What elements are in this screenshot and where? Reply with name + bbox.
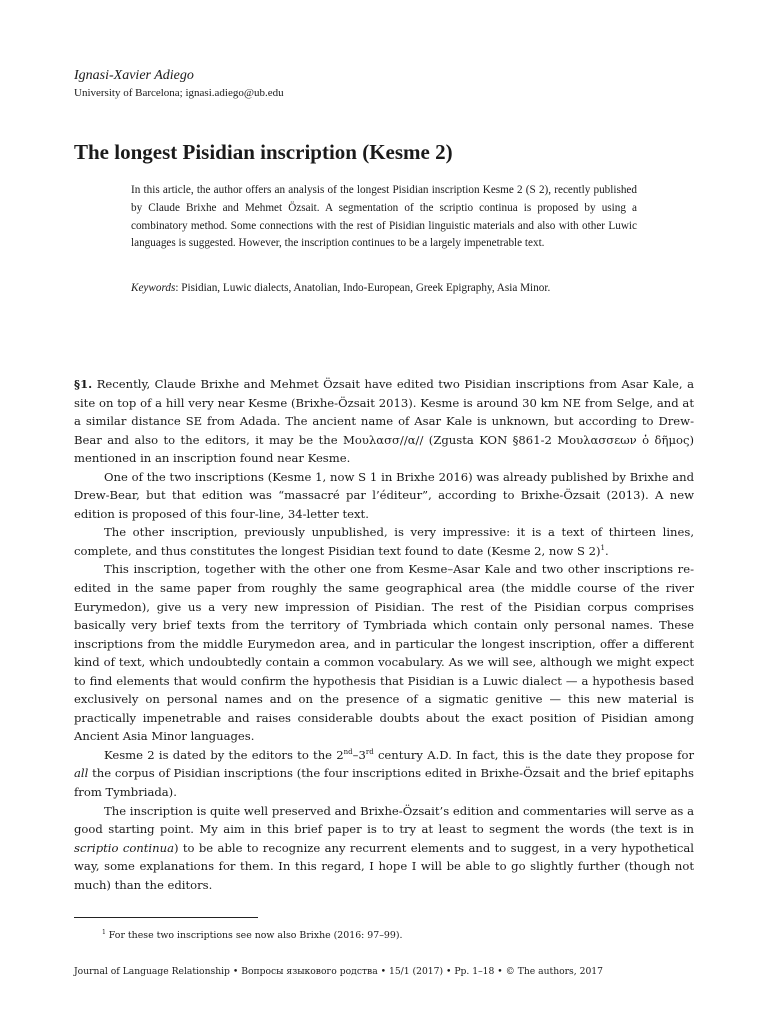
section-number: §1. bbox=[74, 377, 93, 391]
paragraph-6-text-a: The inscription is quite well preserved and Brixhe-Özsait’s edition and commentaries will serve as a good starting point. My aim in this brief paper is to try at least to segment the words (the text is in bbox=[74, 803, 694, 837]
abstract: In this article, the author offers an analysis of the longest Pisidian inscription Kesme 2 (S 2), recently published by Claude Brixhe and Mehmet Özsait. A segmentation of the scriptio continua is proposed by using a combinatory method. Some connections with the rest of Pisidian linguistic materials and also with other Luwic languages is suggested. However, the inscription continues to be a largely impenetrable text. bbox=[131, 184, 637, 250]
paragraph-6-text-b: ) to be able to recognize any recurrent elements and to suggest, in a very hypothetical way, some explanations for them. In this regard, I hope I will be able to go slightly further (though not much) than the editors. bbox=[74, 840, 694, 892]
paragraph-5-text-b: –3 bbox=[352, 747, 366, 762]
paragraph-6 bbox=[74, 802, 694, 895]
paragraph-3 bbox=[74, 523, 694, 560]
paragraph-2: One of the two inscriptions (Kesme 1, now S 1 in Brixhe 2016) was already published by Brixhe and Drew-Bear, but that edition was “massacré par l’éditeur”, according to Brixhe-Özsait (2013). A new edition is proposed of this four-line, 34-letter text. bbox=[74, 469, 694, 521]
paragraph-5-emphasis: all bbox=[74, 766, 89, 781]
paragraph-5-text-d: the corpus of Pisidian inscriptions (the four inscriptions edited in Brixhe-Özsait and the brief epitaphs from Tymbriada). bbox=[74, 766, 694, 800]
author-name: Ignasi-Xavier Adiego bbox=[74, 68, 194, 83]
paragraph-3-end: . bbox=[604, 543, 609, 558]
paragraph-4: This inscription, together with the other one from Kesme–Asar Kale and two other inscriptions re-edited in the same paper from roughly the same geographical area (the middle course of the river Eurymedon), give us a very new impression of Pisidian. The rest of the Pisidian corpus comprises basically very brief texts from the territory of Tymbriada which contain only personal names. These inscriptions from the middle Eurymedon area, and in particular the longest inscription, offer a different kind of text, which undoubtedly contain a common vocabulary. As we will see, although we might expect to find elements that would confirm the hypothesis that Pisidian is a Luwic dialect — a hypothesis based exclusively on personal names and on the presence of a sigmatic genitive — this new material is practically impenetrable and raises considerable doubts about the exact position of Pisidian among Ancient Asia Minor languages. bbox=[74, 562, 694, 744]
footnote-1 bbox=[102, 930, 403, 941]
footnote-mark: 1 bbox=[102, 928, 106, 936]
footnote-divider bbox=[74, 917, 258, 918]
paragraph-5-text-c: century A.D. In fact, this is the date they propose for bbox=[373, 747, 694, 762]
author-affiliation: University of Barcelona; ignasi.adiego@ub.edu bbox=[74, 87, 284, 99]
keywords-label: Keywords bbox=[131, 282, 176, 294]
keywords bbox=[131, 280, 651, 298]
paragraph-5-text-a: Kesme 2 is dated by the editors to the 2 bbox=[104, 747, 344, 762]
paragraph-1-text: Recently, Claude Brixhe and Mehmet Özsait have edited two Pisidian inscriptions from Asar Kale, a site on top of a hill very near Kesme (Brixhe-Özsait 2013). Kesme is around 30 km NE from Selge, and at a similar distance SE from Adada. The ancient name of Asar Kale is unknown, but according to Drew-Bear and also to the editors, it may be the Μουλασσ//α// (Zgusta KON §861-2 Μουλασσεων ὁ δῆμος) mentioned in an inscription found near Kesme. bbox=[74, 377, 694, 466]
paragraph-3-text: The other inscription, previously unpublished, is very impressive: it is a text of thirteen lines, complete, and thus constitutes the longest Pisidian text found to date (Kesme 2, now S 2) bbox=[74, 525, 694, 558]
paragraph-6-emphasis: scriptio continua bbox=[74, 840, 174, 855]
journal-footer: Journal of Language Relationship • Вопросы языкового родства • 15/1 (2017) • Pp. 1–18 • © The authors, 2017 bbox=[74, 966, 603, 977]
ordinal-sup-nd: nd bbox=[343, 748, 353, 757]
ordinal-sup-rd: rd bbox=[365, 748, 374, 757]
paper-title: The longest Pisidian inscription (Kesme 2) bbox=[74, 140, 453, 164]
keywords-text: : Pisidian, Luwic dialects, Anatolian, Indo-European, Greek Epigraphy, Asia Minor. bbox=[175, 282, 551, 294]
footnote-ref[interactable]: 1 bbox=[600, 544, 605, 553]
paragraph-5 bbox=[74, 746, 694, 802]
footnote-text: For these two inscriptions see now also Brixhe (2016: 97–99). bbox=[105, 930, 403, 941]
paragraph-1 bbox=[74, 375, 694, 468]
body-text bbox=[74, 375, 694, 894]
